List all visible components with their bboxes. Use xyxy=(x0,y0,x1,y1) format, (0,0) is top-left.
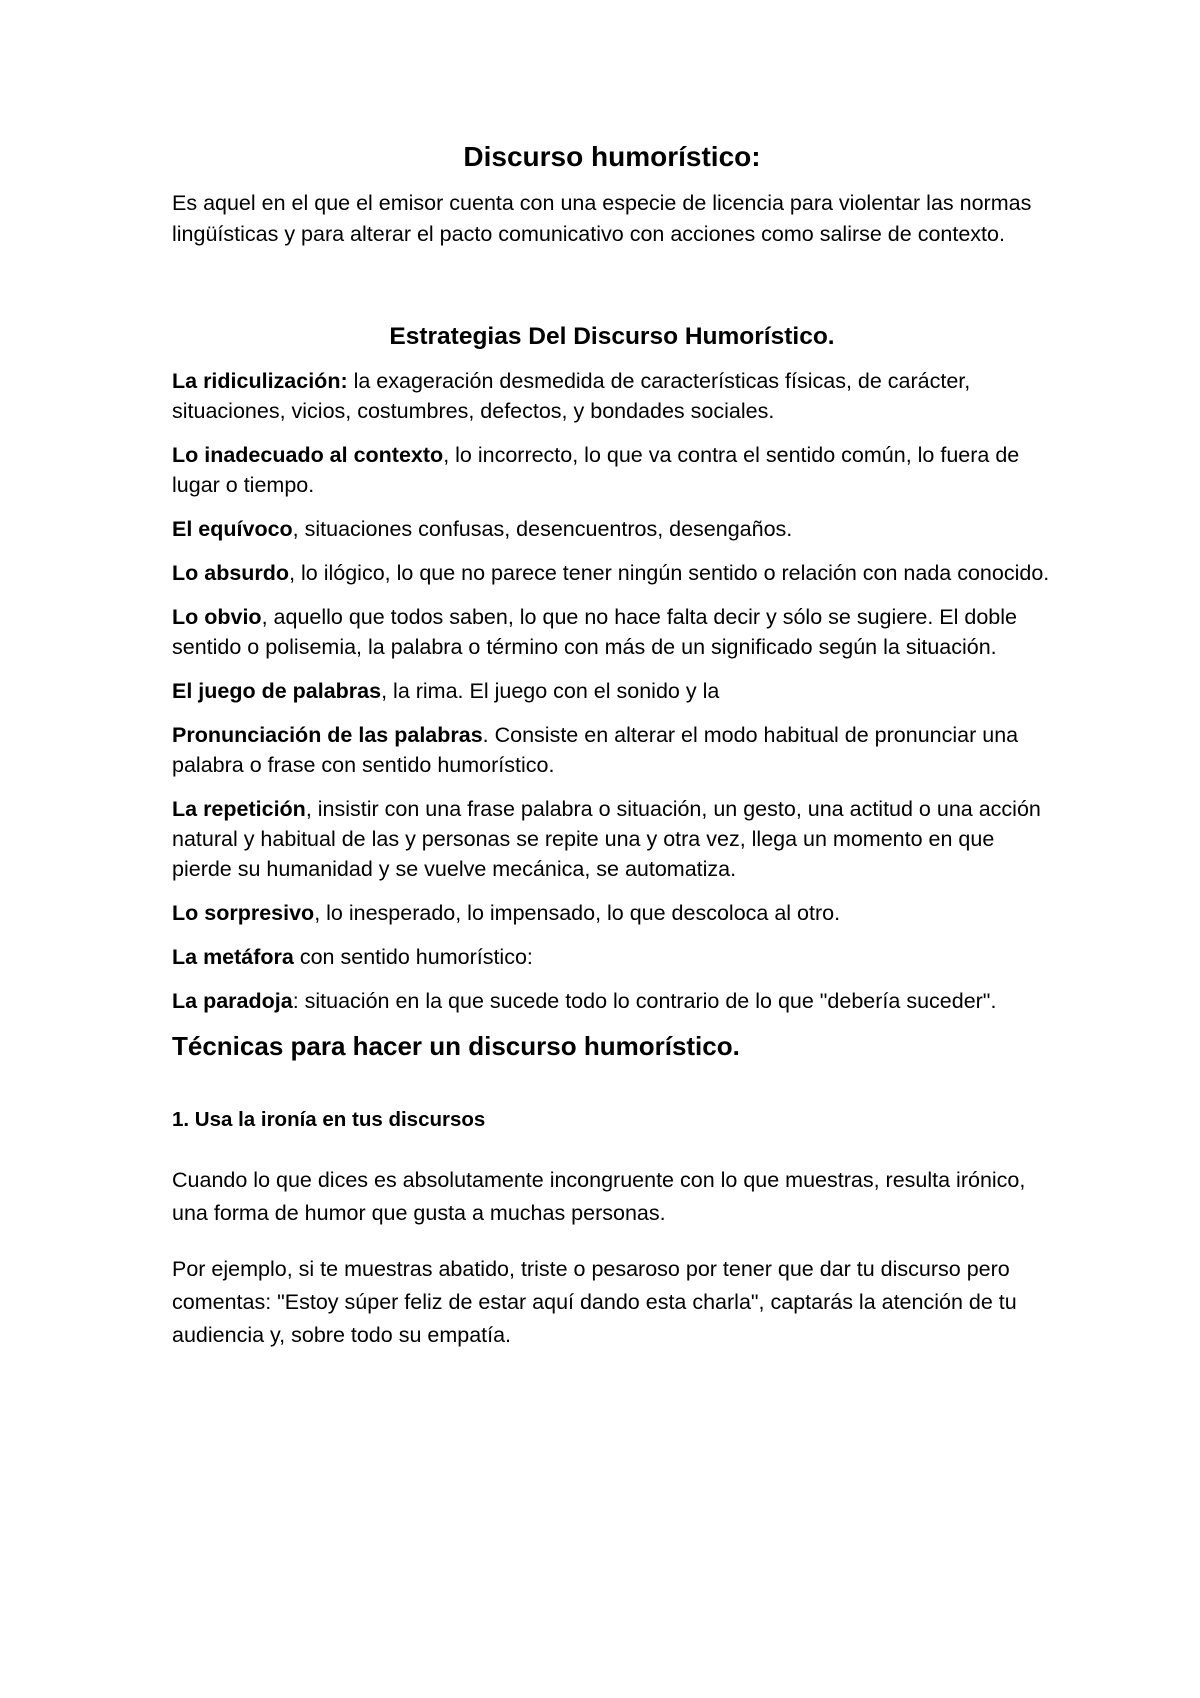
strategy-term: La repetición xyxy=(172,797,306,821)
strategy-item xyxy=(172,720,1052,780)
document-page xyxy=(172,140,1052,1375)
strategy-text: . Consiste en alterar el modo habitual de pronunciar una palabra o frase con sentido humorístico. xyxy=(172,723,1019,777)
strategy-text: , situaciones confusas, desencuentros, desengaños. xyxy=(292,517,793,541)
strategy-term: Lo sorpresivo xyxy=(172,901,315,925)
strategy-item xyxy=(172,440,1052,500)
strategy-text: , aquello que todos saben, lo que no hace falta decir y sólo se sugiere. El doble sentido o polisemia, la palabra o término con más de un significado según la situación. xyxy=(172,605,1017,659)
strategy-term: La ridiculización: xyxy=(172,369,348,393)
strategy-term: Lo obvio xyxy=(172,605,262,629)
strategy-item xyxy=(172,986,1052,1016)
strategies-heading: Estrategias Del Discurso Humorístico. xyxy=(389,323,835,350)
strategy-text: , lo ilógico, lo que no parece tener ningún sentido o relación con nada conocido. xyxy=(289,561,1050,585)
strategy-item xyxy=(172,558,1052,588)
strategy-item xyxy=(172,942,1052,972)
strategy-term: La metáfora xyxy=(172,945,294,969)
strategy-term: Lo inadecuado al contexto xyxy=(172,443,444,467)
step-1-paragraph: Por ejemplo, si te muestras abatido, triste o pesaroso por tener que dar tu discurso pero comentas: "Estoy súper feliz de estar aquí dando esta charla", captarás la atención de tu audiencia y, sobre todo su empatía. xyxy=(172,1257,1017,1347)
document-title: Discurso humorístico: xyxy=(463,141,761,172)
strategy-text: , lo incorrecto, lo que va contra el sentido común, lo fuera de lugar o tiempo. xyxy=(172,443,1020,497)
strategies-list xyxy=(172,366,1052,1016)
strategy-item xyxy=(172,514,1052,544)
strategy-term: La paradoja xyxy=(172,989,293,1013)
strategy-term: Lo absurdo xyxy=(172,561,290,585)
strategy-term: El juego de palabras xyxy=(172,679,382,703)
techniques-heading: Técnicas para hacer un discurso humorístico. xyxy=(172,1031,740,1061)
step-1-title: 1. Usa la ironía en tus discursos xyxy=(172,1108,486,1131)
strategy-text: la exageración desmedida de características físicas, de carácter, situaciones, vicios, costumbres, defectos, y bondades sociales. xyxy=(172,369,971,423)
strategy-term: Pronunciación de las palabras xyxy=(172,723,483,747)
strategy-item xyxy=(172,602,1052,662)
strategy-text: con sentido humorístico: xyxy=(293,945,533,969)
strategy-text: , lo inesperado, lo impensado, lo que descoloca al otro. xyxy=(314,901,841,925)
strategy-item xyxy=(172,676,1052,706)
strategy-term: El equívoco xyxy=(172,517,293,541)
strategy-text: , insistir con una frase palabra o situación, un gesto, una actitud o una acción natural y habitual de las y personas se repite una y otra vez, llega un momento en que pierde su humanidad y se vuelve mecánica, se automatiza. xyxy=(172,797,1041,881)
strategy-item xyxy=(172,794,1052,884)
strategy-text: , la rima. El juego con el sonido y la xyxy=(381,679,720,703)
step-1-paragraph: Cuando lo que dices es absolutamente incongruente con lo que muestras, resulta irónico, una forma de humor que gusta a muchas personas. xyxy=(172,1168,1026,1225)
strategy-item xyxy=(172,898,1052,928)
strategy-item xyxy=(172,366,1052,426)
intro-paragraph: Es aquel en el que el emisor cuenta con una especie de licencia para violentar las normas lingüísticas y para alterar el pacto comunicativo con acciones como salirse de contexto. xyxy=(172,191,1032,246)
strategy-text: : situación en la que sucede todo lo contrario de lo que "debería suceder". xyxy=(292,989,997,1013)
